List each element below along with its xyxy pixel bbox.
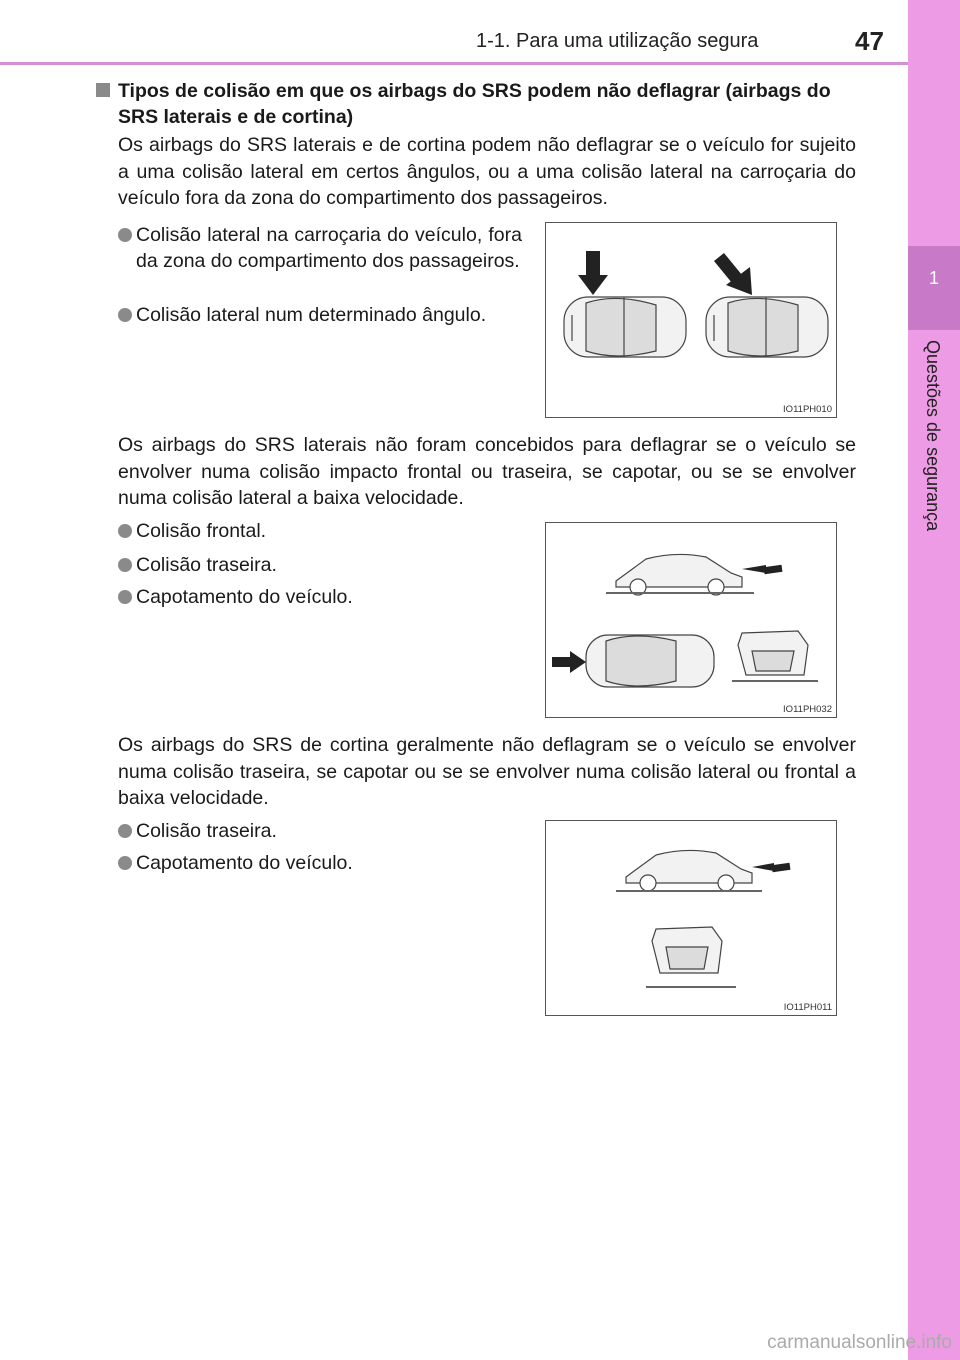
round-bullet-icon bbox=[118, 524, 132, 538]
overturned-car bbox=[652, 927, 722, 973]
frontal-rear-rollover-illustration bbox=[546, 523, 836, 717]
paragraph-3: Os airbags do SRS de cortina geralmente não deflagram se o veículo se envolver numa colisão traseira, se capotar ou se se envolver numa colisão lateral ou frontal a baixa velocidade. bbox=[118, 734, 856, 809]
overturned-car bbox=[738, 631, 808, 675]
figure-code: IO11PH010 bbox=[783, 404, 832, 415]
paragraph-1: Os airbags do SRS laterais e de cortina podem não deflagrar se o veículo for sujeito a uma colisão lateral em certos ângulos, ou a uma colisão lateral na carroçaria do veículo fora da zona do compartimento dos passageiros. bbox=[118, 134, 856, 209]
bullet-rear-collision bbox=[118, 552, 277, 578]
round-bullet-icon bbox=[118, 308, 132, 322]
car-top-view-left bbox=[564, 297, 686, 357]
bullet-rollover-2 bbox=[118, 850, 353, 876]
paragraph-2: Os airbags do SRS laterais não foram concebidos para deflagrar se o veículo se envolver numa colisão impacto frontal ou traseira, se capotar, ou se se envolver numa colisão lateral a baixa velocidade. bbox=[118, 434, 856, 509]
rear-impact-arrow bbox=[752, 863, 790, 872]
section-title: 1-1. Para uma utilização segura bbox=[476, 30, 759, 52]
rear-impact-arrow bbox=[742, 565, 782, 574]
figure-side-collision bbox=[545, 222, 837, 418]
impact-arrow-vertical bbox=[578, 251, 608, 295]
rear-rollover-illustration bbox=[546, 821, 836, 1015]
bullet-text: Colisão lateral num determinado ângulo. bbox=[136, 304, 487, 326]
round-bullet-icon bbox=[118, 558, 132, 572]
bullet-frontal-collision bbox=[118, 518, 266, 544]
bullet-text: Colisão traseira. bbox=[136, 820, 277, 842]
bullet-text: Capotamento do veículo. bbox=[136, 852, 353, 874]
bullet-side-collision-body bbox=[118, 222, 522, 274]
frontal-impact-arrow bbox=[552, 651, 586, 673]
bullet-text: Colisão traseira. bbox=[136, 554, 277, 576]
round-bullet-icon bbox=[118, 228, 132, 242]
car-side-view bbox=[616, 554, 742, 595]
figure-frontal-rear-rollover bbox=[545, 522, 837, 718]
chapter-title-container bbox=[914, 340, 954, 580]
square-bullet-icon bbox=[96, 83, 110, 97]
round-bullet-icon bbox=[118, 824, 132, 838]
bullet-text: Colisão lateral na carroçaria do veículo, fora da zona do compartimento dos passageiros. bbox=[136, 224, 522, 272]
round-bullet-icon bbox=[118, 856, 132, 870]
chapter-number: 1 bbox=[928, 268, 939, 288]
section-heading-text: Tipos de colisão em que os airbags do SRS podem não deflagrar (airbags do SRS laterais e de cortina) bbox=[118, 80, 831, 128]
bullet-text: Colisão frontal. bbox=[136, 520, 267, 542]
chapter-title: Questões de segurança bbox=[923, 340, 943, 532]
bullet-rear-collision-2 bbox=[118, 818, 277, 844]
car-top-view-right bbox=[706, 297, 828, 357]
bullet-side-collision-angle bbox=[118, 302, 538, 328]
header-rule bbox=[0, 62, 908, 65]
side-collision-illustration bbox=[546, 223, 836, 417]
figure-code: IO11PH032 bbox=[783, 704, 832, 715]
watermark: carmanualsonline.info bbox=[767, 1332, 952, 1353]
car-top-view bbox=[586, 635, 714, 687]
section-heading bbox=[96, 78, 866, 130]
round-bullet-icon bbox=[118, 590, 132, 604]
page-number: 47 bbox=[855, 26, 884, 56]
figure-rear-rollover bbox=[545, 820, 837, 1016]
car-side-view bbox=[626, 850, 752, 891]
figure-code: IO11PH011 bbox=[783, 1002, 832, 1013]
chapter-side-tab bbox=[908, 0, 960, 1360]
impact-arrow-diagonal bbox=[714, 253, 752, 295]
bullet-text: Capotamento do veículo. bbox=[136, 586, 353, 608]
bullet-rollover bbox=[118, 584, 353, 610]
